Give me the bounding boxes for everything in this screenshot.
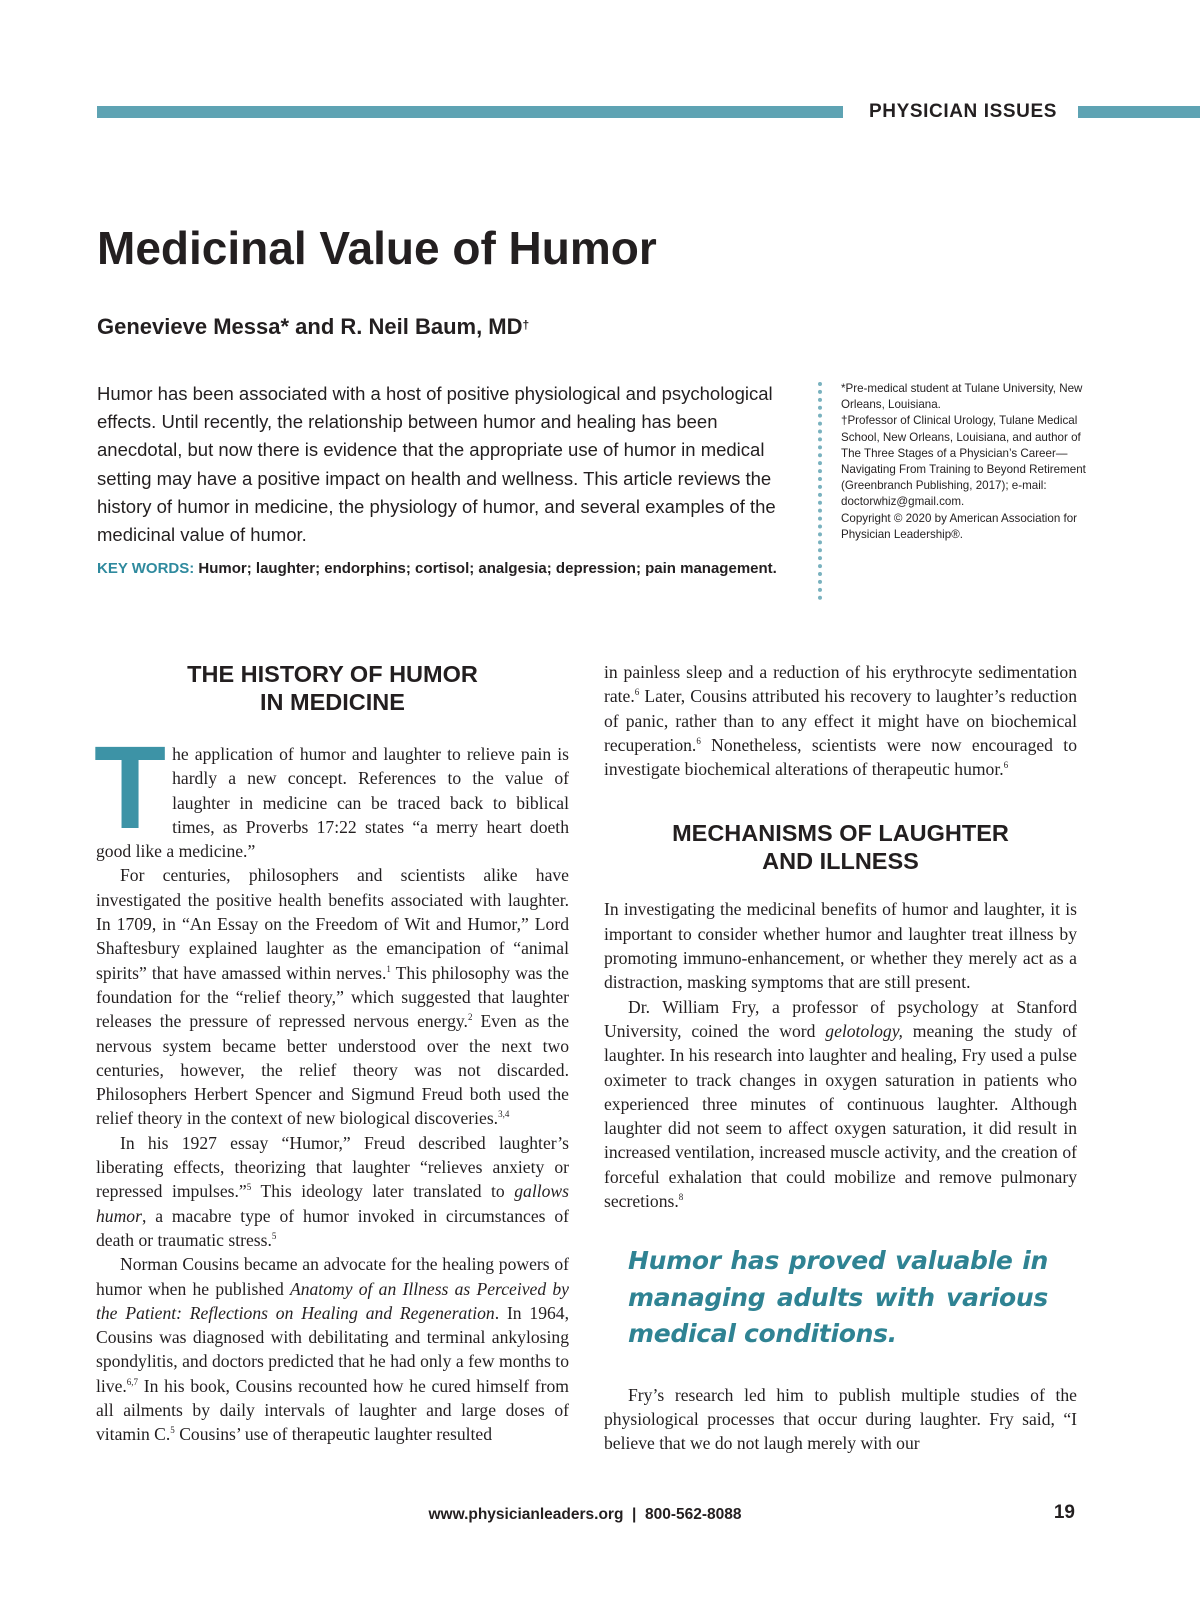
page-number: 19 (1053, 1502, 1075, 1523)
paragraph-text: Cousins’ use of therapeutic laughter resulted (174, 1424, 493, 1445)
citation-ref: 3,4 (498, 1109, 510, 1120)
paragraph-text: . In 1964, Cousins was diagnosed with debilitating and terminal ankylosing spondylitis, and doctors predicted that he had only a few months to live. (96, 1302, 570, 1396)
keywords (97, 557, 777, 580)
section-label: PHYSICIAN ISSUES (868, 101, 1058, 122)
left-column (96, 660, 569, 1447)
history-paragraph-2 (96, 863, 569, 1130)
paragraph-text: meaning the study of laughter. In his research into laughter and healing, Fry used a pulse oximeter to track changes in oxygen saturation in patients who experienced three minutes of continuous laughter. Although laughter did not seem to affect oxygen saturation, it did result in increased ventilation, increased muscle activity, and the creation of forceful exhalation that could mobilize and remove pulmonary secretions. (604, 1020, 1077, 1212)
paragraph-text: For centuries, philosophers and scientists alike have investigated the positive health benefits associated with laughter. In 1709, in “An Essay on the Freedom of Wit and Humor,” Lord Shaftesbury explained laughter as the emancipation of “animal spirits” that have amassed within nerves. (96, 865, 569, 983)
paragraph-text: , a macabre type of humor invoked in circumstances of death or traumatic stress. (96, 1205, 569, 1250)
author-second-mark: † (522, 318, 530, 332)
history-paragraph-3 (96, 1131, 569, 1252)
paragraph-text: Even as the nervous system became better understood over the next two centuries, however, the relief theory was not discarded. Philosophers Herbert Spencer and Sigmund Freud both used the relief theory in the context of new biological discoveries. (96, 1011, 570, 1129)
citation-ref: 2 (467, 1012, 473, 1023)
right-column (604, 660, 1077, 1456)
section-heading-mechanisms (604, 819, 1077, 875)
author-line (97, 312, 529, 342)
paragraph-text: he application of humor and laughter to relieve pain is hardly a new concept. References to the value of laughter in medicine can be traced back to biblical times, as Proverbs 17:22 states “a merry heart doeth good like a medicine.” (96, 744, 569, 862)
affiliation-first-author: *Pre-medical student at Tulane University, New Orleans, Louisiana. (841, 382, 1083, 412)
mechanisms-paragraph-1: In investigating the medicinal benefits of humor and laughter, it is important to consider whether humor and laughter treat illness by promoting immuno-enhancement, or whether they merely act as a distraction, masking symptoms that are still present. (604, 899, 1077, 993)
section-heading-history (96, 660, 569, 716)
heading-line: THE HISTORY OF HUMOR (187, 661, 478, 687)
paragraph-text: Later, Cousins attributed his recovery to laughter’s reduction of panic, rather than to any effect it might have on biochemical recuperation. (604, 686, 1077, 755)
paragraph-text: In his book, Cousins recounted how he cured himself from all ailments by daily intervals of laughter and large doses of vitamin C. (96, 1375, 569, 1445)
citation-ref: 6,7 (126, 1376, 139, 1387)
citation-ref: 6 (634, 687, 640, 698)
history-paragraph-1 (94, 722, 569, 863)
citation-ref: 1 (386, 963, 391, 974)
history-paragraph-4 (96, 1252, 569, 1446)
paragraph-text: Nonetheless, scientists were now encouraged to investigate biochemical alterations of therapeutic humor. (604, 734, 1077, 780)
paragraph-text: in painless sleep and a reduction of his erythrocyte sedimentation rate. (604, 662, 1077, 707)
citation-ref: 6 (696, 736, 701, 747)
book-title: Anatomy of an Illness as Perceived by the Patient: Reflections on Healing and Regeneration (96, 1278, 569, 1323)
author-first: Genevieve Messa (97, 314, 281, 339)
heading-line: AND ILLNESS (762, 848, 919, 875)
author-joiner: and (289, 314, 341, 339)
citation-ref: 6 (1003, 760, 1009, 771)
abstract: Humor has been associated with a host of positive physiological and psychological effects. Until recently, the relationship between humor and healing has been anecdotal, but now there is evidence that the appropriate use of humor in medical setting may have a positive impact on health and wellness. This article reviews the history of humor in medicine, the physiology of humor, and several examples of the medicinal value of humor. (97, 383, 776, 546)
header-accent-bar-left (97, 106, 843, 118)
paragraph-text: Dr. William Fry, a professor of psychology at Stanford University, coined the word (604, 996, 1077, 1041)
heading-line: IN MEDICINE (260, 689, 405, 715)
citation-ref: 5 (246, 1182, 252, 1193)
author-second: R. Neil Baum, MD (340, 314, 523, 339)
paragraph-text: This ideology later translated to (251, 1181, 515, 1202)
paragraph-text: In his 1927 essay “Humor,” Freud described laughter’s liberating effects, theorizing that laughter “relieves anxiety or repressed impulses.” (96, 1132, 569, 1202)
citation-ref: 5 (170, 1425, 175, 1436)
affiliation-second-author: †Professor of Clinical Urology, Tulane Medical School, New Orleans, Louisiana, and author of The Three Stages of a Physician’s Career—Navigating From Training to Beyond Retirement (Greenbranch Publishing, 2017); e-mail: doctorwhiz@gmail.com. (841, 414, 1086, 509)
paragraph-text: This philosophy was the foundation for the “relief theory,” which suggested that laughter releases the pressure of repressed nervous energy. (96, 962, 569, 1032)
keywords-list: Humor; laughter; endorphins; cortisol; analgesia; depression; pain management. (194, 560, 777, 577)
heading-line: MECHANISMS OF LAUGHTER (672, 820, 1009, 847)
paragraph-text: Norman Cousins became an advocate for the healing powers of humor when he published (96, 1254, 569, 1299)
continued-paragraph (604, 660, 1077, 781)
header-accent-bar-right (1078, 106, 1200, 118)
article-title: Medicinal Value of Humor (97, 222, 657, 274)
pull-quote: Humor has proved valuable in managing adults with various medical conditions. (628, 1246, 1048, 1349)
citation-ref: 5 (271, 1231, 277, 1242)
mechanisms-paragraph-2 (604, 995, 1077, 1214)
citation-ref: 8 (678, 1192, 684, 1203)
author-first-mark: * (280, 314, 290, 339)
affiliations-note (841, 381, 1091, 543)
footer-contact: www.physicianleaders.org | 800-562-8088 (428, 1506, 742, 1523)
emphasis-term: gallows humor (96, 1181, 569, 1226)
copyright-note: Copyright © 2020 by American Association for Physician Leadership®. (841, 511, 1078, 541)
emphasis-term: gelotology, (825, 1020, 903, 1041)
drop-cap: T (94, 722, 167, 854)
mechanisms-paragraph-3: Fry’s research led him to publish multiple studies of the physiological processes that occur during laughter. Fry said, “I believe that we do not laugh merely with our (604, 1384, 1077, 1454)
dotted-divider (818, 382, 822, 600)
keywords-label: KEY WORDS: (97, 560, 195, 577)
